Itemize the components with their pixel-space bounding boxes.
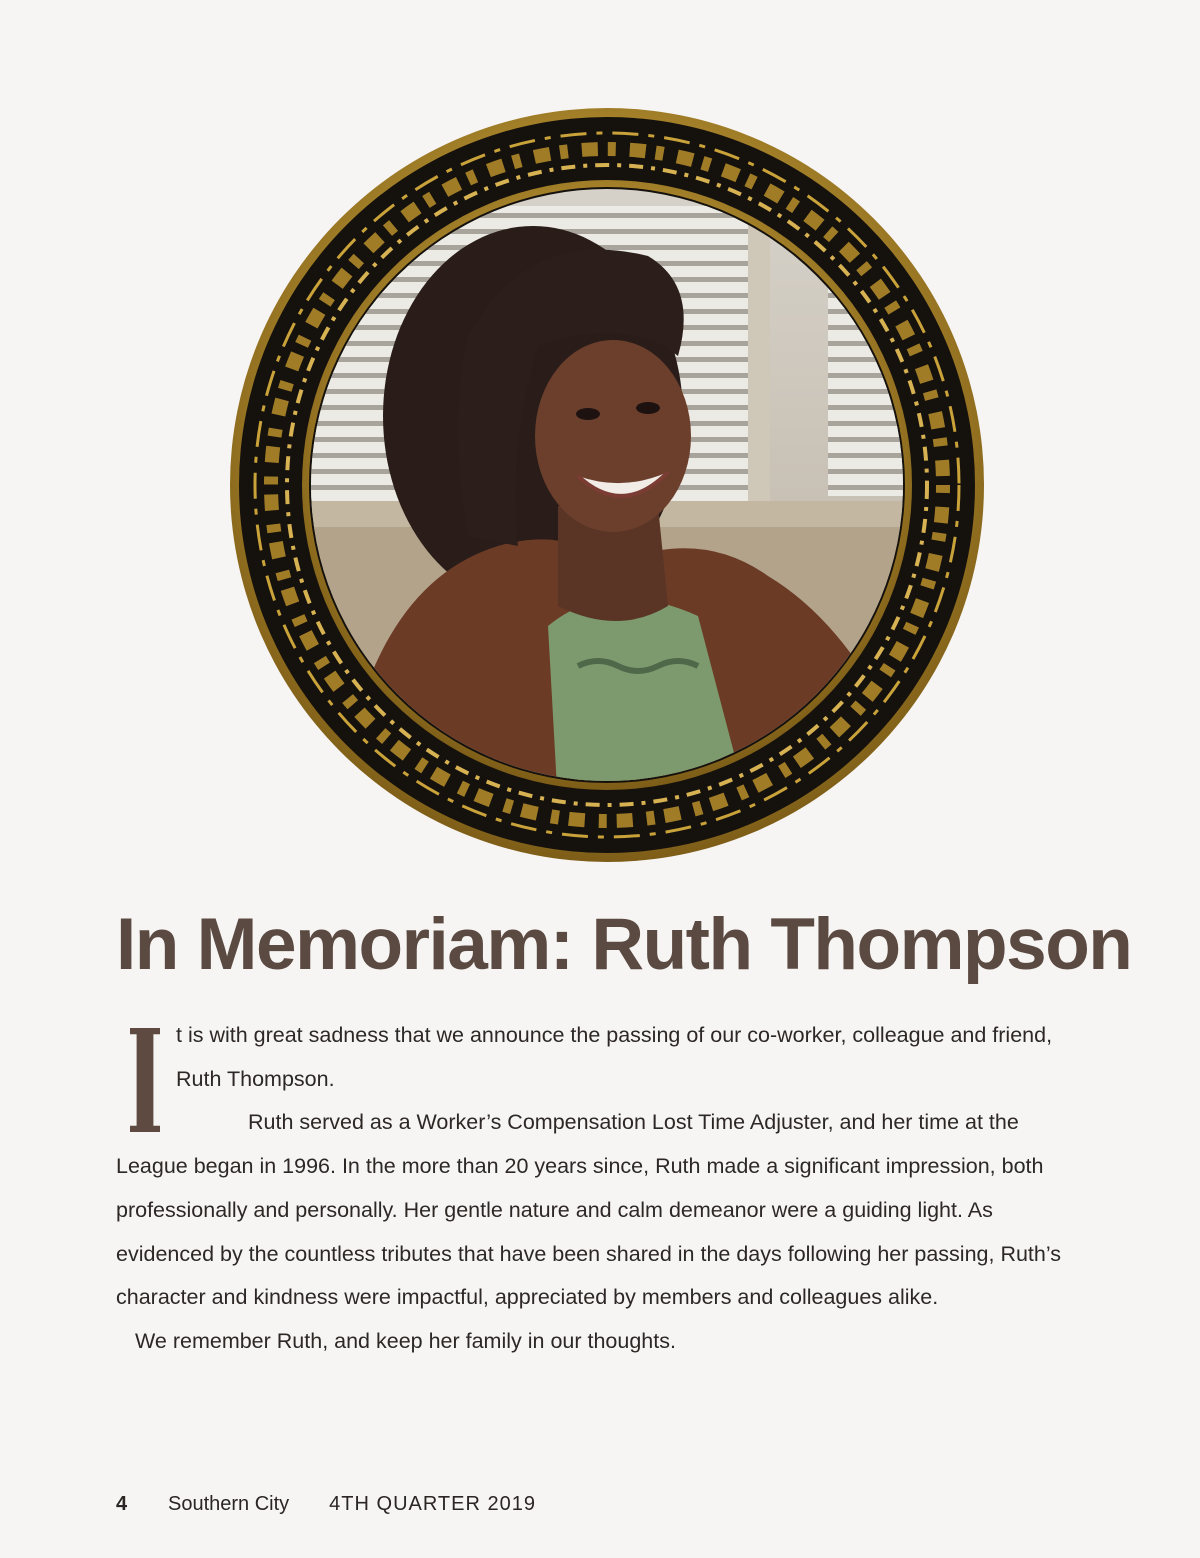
paragraph-1-text: t is with great sadness that we announce the passing of our co-worker, colleague and friend, Ruth Thompson. — [176, 1023, 1053, 1091]
article-paragraph-1 — [116, 1014, 1091, 1101]
issue-label: 4TH QUARTER 2019 — [329, 1493, 536, 1515]
portrait-medallion — [228, 106, 986, 864]
page-number: 4 — [116, 1493, 128, 1515]
page-footer — [116, 1493, 536, 1516]
article-body — [116, 1014, 1091, 1364]
portrait-photo — [228, 106, 986, 864]
publication-name: Southern City — [168, 1493, 290, 1515]
page-title: In Memoriam: Ruth Thompson — [116, 904, 1132, 985]
article-paragraph-3: We remember Ruth, and keep her family in our thoughts. — [135, 1328, 676, 1353]
article-paragraph-2: Ruth served as a Worker’s Compensation Lost Time Adjuster, and her time at the League began in 1996. In the more than 20 years since, Ruth made a significant impression, both professionally and personally. Her gentle nature and calm demeanor were a guiding light. As evidenced by the countless tributes that have been shared in the days following her passing, Ruth’s character and kindness were impactful, appreciated by members and colleagues alike. — [116, 1110, 1062, 1310]
